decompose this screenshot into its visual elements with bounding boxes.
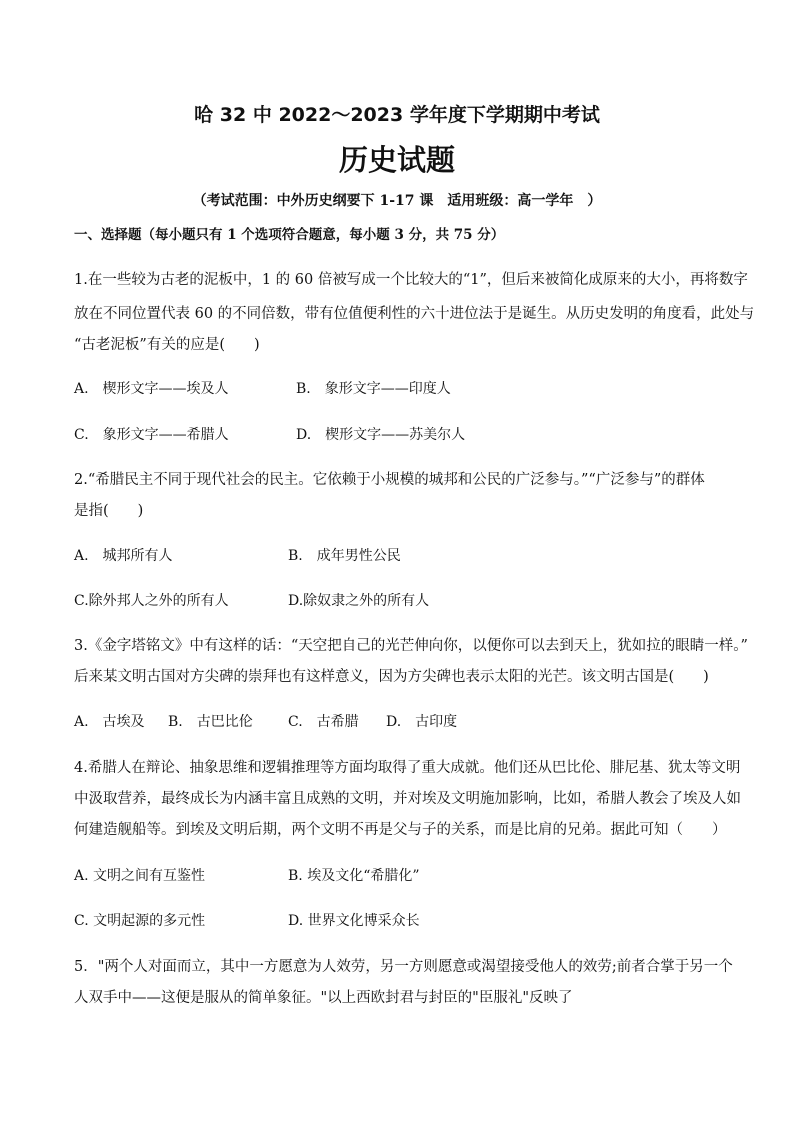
question-4-option-d[interactable]: D. 世界文化博采众长 [288,913,420,929]
exam-scope: （考试范围：中外历史纲要下 1-17 课 适用班级：高一学年 ） [192,193,602,209]
question-4-line-2: 中汲取营养，最终成长为内涵丰富且成熟的文明，并对埃及文明施加影响，比如，希腊人教会了埃及人如 [74,791,741,807]
question-1-line-1: 1.在一些较为古老的泥板中，1 的 60 倍被写成一个比较大的“1”，但后来被简化成原来的大小，再将数字 [74,272,748,288]
question-1-option-c[interactable]: C. 象形文字——希腊人 [74,427,229,443]
question-1-option-b[interactable]: B. 象形文字——印度人 [296,381,451,397]
question-1-option-d[interactable]: D. 楔形文字——苏美尔人 [296,427,466,443]
question-2-line-1: 2.“希腊民主不同于现代社会的民主。它依赖于小规模的城邦和公民的广泛参与。”“广泛参与”的群体 [74,472,705,488]
exam-title: 哈 32 中 2022～2023 学年度下学期期中考试 [194,104,600,126]
question-3-option-a[interactable]: A. 古埃及 [74,714,145,730]
question-4-line-3: 何建造舰船等。到埃及文明后期，两个文明不再是父与子的关系，而是比肩的兄弟。据此可知（ ） [74,822,727,838]
question-4-option-b[interactable]: B. 埃及文化“希腊化” [288,868,420,884]
question-4-line-1: 4.希腊人在辩论、抽象思维和逻辑推理等方面均取得了重大成就。他们还从巴比伦、腓尼基、犹太等文明 [74,760,741,776]
question-4-option-a[interactable]: A. 文明之间有互鉴性 [74,868,206,884]
section-heading: 一、选择题（每小题只有 1 个选项符合题意，每小题 3 分，共 75 分） [74,227,505,243]
question-2-option-b[interactable]: B. 成年男性公民 [288,548,401,564]
question-1-line-2: 放在不同位置代表 60 的不同倍数，带有位值便利性的六十进位法于是诞生。从历史发明的角度看，此处与 [74,306,755,322]
question-3-line-1: 3.《金字塔铭文》中有这样的话：“天空把自己的光芒伸向你，以便你可以去到天上，犹如拉的眼睛一样。” [74,638,748,654]
question-2-line-2: 是指( ) [74,503,144,519]
question-5-line-2: 人双手中——这便是服从的简单象征。"以上西欧封君与封臣的"臣服礼"反映了 [74,990,573,1006]
question-4-option-c[interactable]: C. 文明起源的多元性 [74,913,206,929]
subject-title: 历史试题 [338,143,455,177]
question-3-option-b[interactable]: B. 古巴比伦 [168,714,253,730]
question-3-option-c[interactable]: C. 古希腊 [288,714,359,730]
question-2-option-d[interactable]: D.除奴隶之外的所有人 [288,593,430,609]
question-5-line-1: 5．"两个人对面而立，其中一方愿意为人效劳，另一方则愿意或渴望接受他人的效劳;前者合掌于另一个 [74,959,733,975]
question-3-line-2: 后来某文明古国对方尖碑的崇拜也有这样意义，因为方尖碑也表示太阳的光芒。该文明古国是( ) [74,669,709,685]
question-2-option-c[interactable]: C.除外邦人之外的所有人 [74,593,229,609]
question-1-line-3: “古老泥板”有关的应是( ) [74,337,260,353]
question-1-option-a[interactable]: A. 楔形文字——埃及人 [74,381,229,397]
question-3-option-d[interactable]: D. 古印度 [386,714,458,730]
question-2-option-a[interactable]: A. 城邦所有人 [74,548,173,564]
